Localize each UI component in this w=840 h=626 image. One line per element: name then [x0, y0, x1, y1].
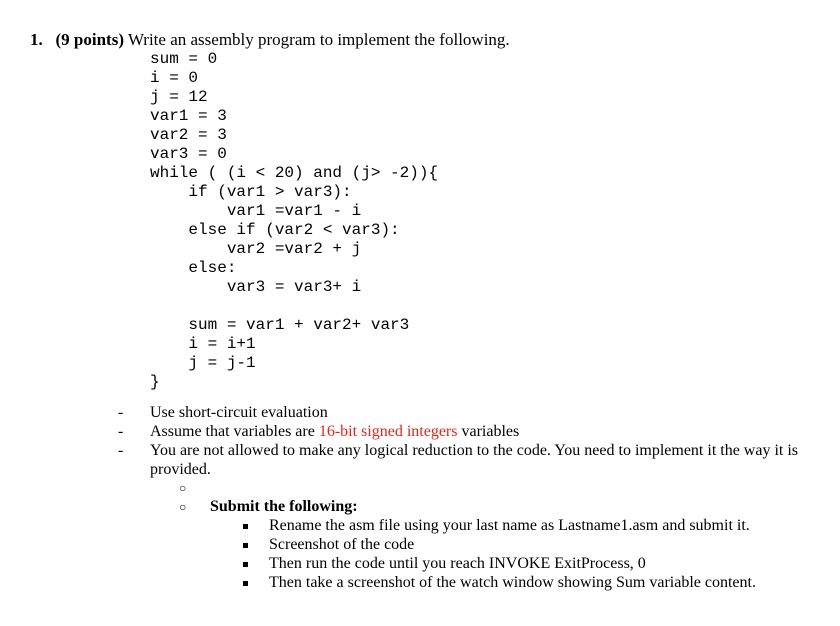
code-line: else if (var2 < var3): [150, 221, 400, 239]
question-prompt: Write an assembly program to implement the following. [127, 30, 510, 49]
hollow-circle-bullet-icon: ○ [179, 500, 187, 514]
code-line: var2 =var2 + j [150, 240, 362, 258]
dash-bullet-icon: - [118, 423, 124, 440]
code-line: var1 = 3 [150, 107, 227, 125]
dash-bullet-icon: - [118, 442, 124, 459]
code-line: sum = var1 + var2+ var3 [150, 316, 410, 334]
code-line: j = 12 [150, 88, 208, 106]
question-points: (9 points) [55, 30, 124, 49]
highlighted-text: 16-bit signed integers [318, 423, 458, 440]
code-line: var3 = 0 [150, 145, 227, 163]
hollow-circle-bullet-icon: ○ [179, 481, 187, 495]
code-line: var3 = var3+ i [150, 278, 362, 296]
code-line: i = 0 [150, 69, 199, 87]
submit-item: Screenshot of the code [269, 536, 415, 553]
code-line: while ( (i < 20) and (j> -2)){ [150, 164, 439, 182]
submit-item: Then run the code until you reach INVOKE ExitProcess, 0 [269, 555, 646, 572]
requirement-item: - You are not allowed to make any logical reduction to the code. You need to implement it the way it is provided. [118, 442, 799, 478]
requirements-list [118, 403, 818, 479]
question-heading [30, 30, 510, 50]
code-line: else: [150, 259, 237, 277]
code-line: } [150, 373, 160, 391]
submit-item: Then take a screenshot of the watch window showing Sum variable content. [269, 574, 756, 591]
code-line: j = j-1 [150, 354, 256, 372]
code-line: sum = 0 [150, 50, 218, 68]
code-line: var2 = 3 [150, 126, 227, 144]
square-bullet-icon [243, 562, 248, 567]
square-bullet-icon [243, 543, 248, 548]
requirement-item: - Use short-circuit evaluation [118, 404, 328, 421]
dash-bullet-icon: - [118, 404, 124, 421]
code-line: if (var1 > var3): [150, 183, 352, 201]
requirement-item: - Assume that variables are 16-bit signed integers variables [118, 423, 520, 440]
submit-heading: Submit the following: [210, 498, 358, 515]
square-bullet-icon [243, 581, 248, 586]
question-number: 1. [30, 30, 43, 49]
code-line: var1 =var1 - i [150, 202, 362, 220]
submit-item: Rename the asm file using your last name as Lastname1.asm and submit it. [269, 517, 750, 534]
square-bullet-icon [243, 524, 248, 529]
code-line: i = i+1 [150, 335, 256, 353]
